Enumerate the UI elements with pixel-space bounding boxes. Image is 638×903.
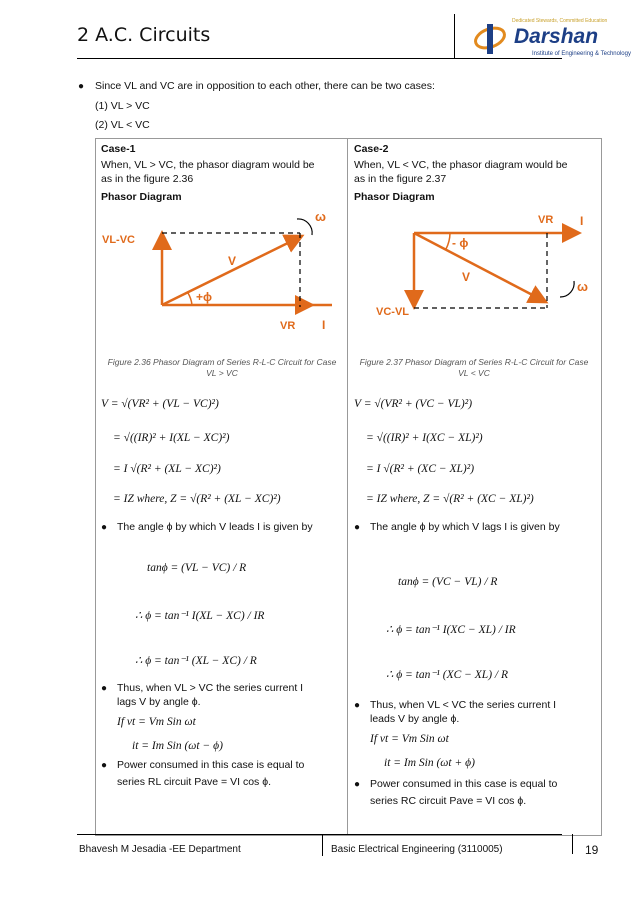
page-number: 19 — [585, 843, 599, 857]
omega-label: ω — [315, 209, 326, 224]
case2-desc1: When, VL < VC, the phasor diagram would be — [354, 159, 568, 171]
power-line1: Power consumed in this case is equal to — [370, 778, 558, 790]
logo — [470, 16, 631, 60]
power-line2: series RL circuit Pave = VI cos ϕ. — [117, 776, 272, 788]
page-title: 2 A.C. Circuits — [77, 24, 211, 46]
intro-case2: (2) VL < VC — [95, 119, 150, 131]
vr-label: VR — [280, 320, 296, 332]
phasor-diagram-2 — [352, 205, 597, 325]
caption1-line2: VL > VC — [206, 368, 238, 378]
i-label: I — [322, 318, 326, 332]
bullet-icon: ● — [101, 683, 108, 694]
header-rule — [77, 58, 562, 59]
figure-caption-1 — [100, 357, 344, 379]
footer-divider — [572, 834, 573, 854]
bullet-icon: ● — [101, 522, 108, 533]
tan-eq1: tanϕ = (VC − VL) / R — [398, 576, 498, 588]
i-label: I — [580, 214, 584, 228]
v-label: V — [462, 270, 471, 284]
if-eq2: it = Im Sin (ωt + ϕ) — [384, 757, 475, 769]
footer-rule — [77, 834, 562, 835]
footer-divider — [322, 834, 323, 856]
thus-line2: leads V by angle ϕ. — [370, 713, 460, 725]
tan-eq1: tanϕ = (VL − VC) / R — [147, 562, 247, 574]
logo-subtitle: Institute of Engineering & Technology — [532, 51, 631, 57]
intro-line: Since VL and VC are in opposition to each other, there can be two cases: — [95, 80, 435, 92]
thus-line2: lags V by angle ϕ. — [117, 696, 201, 708]
if-eq1: If vt = Vm Sin ωt — [117, 716, 196, 728]
tan-eq2: ∴ ϕ = tan⁻¹ I(XC − XL) / IR — [386, 624, 516, 636]
eq-v4: = IZ where, Z = √(R² + (XL − XC)²) — [113, 493, 281, 505]
power-line1: Power consumed in this case is equal to — [117, 759, 305, 771]
eq-v3: = I √(R² + (XL − XC)²) — [113, 463, 221, 475]
intro-case1: (1) VL > VC — [95, 100, 150, 112]
bullet-icon: ● — [354, 700, 361, 711]
case1-subheading: Phasor Diagram — [101, 191, 182, 203]
thus-line1: Thus, when VL < VC the series current I — [370, 699, 557, 711]
caption1-line1: Figure 2.36 Phasor Diagram of Series R-L-C Circuit for Case — [107, 357, 337, 367]
if-eq2: it = Im Sin (ωt − ϕ) — [132, 740, 223, 752]
angle-text: The angle ϕ by which V lags I is given by — [370, 521, 560, 533]
bullet-icon: ● — [354, 522, 361, 533]
figure-caption-2 — [350, 357, 598, 379]
eq-v4: = IZ where, Z = √(R² + (XC − XL)²) — [366, 493, 534, 505]
bullet-icon: ● — [354, 779, 361, 790]
logo-tagline: Dedicated Stewards, Committed Education — [512, 18, 608, 24]
vr-label: VR — [538, 214, 554, 226]
eq-v2: = √((IR)² + I(XL − XC)²) — [113, 432, 230, 444]
case2-subheading: Phasor Diagram — [354, 191, 435, 203]
caption2-line2: VL < VC — [458, 368, 490, 378]
phi-label: - ϕ — [452, 236, 469, 250]
case1-heading: Case-1 — [101, 143, 136, 155]
if-eq1: If vt = Vm Sin ωt — [370, 733, 449, 745]
v-phasor — [414, 233, 544, 301]
footer-subject: Basic Electrical Engineering (3110005) — [331, 844, 503, 855]
bullet-icon: ● — [78, 81, 85, 92]
phasor-diagram-1 — [100, 205, 345, 335]
tan-eq3: ∴ ϕ = tan⁻¹ (XC − XL) / R — [386, 669, 508, 681]
omega-label: ω — [577, 279, 588, 294]
caption2-line1: Figure 2.37 Phasor Diagram of Series R-L-C Circuit for Case — [359, 357, 589, 367]
thus-line1: Thus, when VL > VC the series current I — [117, 682, 304, 694]
eq-v: V = √(VR² + (VC − VL)²) — [354, 398, 473, 410]
phi-label: +ϕ — [196, 290, 213, 304]
case2-desc2: as in the figure 2.37 — [354, 173, 447, 185]
bullet-icon: ● — [101, 760, 108, 771]
eq-v2: = √((IR)² + I(XC − XL)²) — [366, 432, 483, 444]
case2-heading: Case-2 — [354, 143, 389, 155]
header-divider — [454, 14, 455, 58]
rotation-arrow-icon — [560, 281, 574, 297]
logo-icon — [470, 18, 510, 58]
table-divider — [347, 138, 348, 834]
vcvl-label: VC-VL — [376, 306, 409, 318]
power-line2: series RC circuit Pave = VI cos ϕ. — [370, 795, 527, 807]
eq-v3: = I √(R² + (XC − XL)²) — [366, 463, 475, 475]
case1-desc2: as in the figure 2.36 — [101, 173, 194, 185]
tan-eq3: ∴ ϕ = tan⁻¹ (XL − XC) / R — [135, 655, 257, 667]
v-phasor — [162, 237, 300, 305]
case1-desc1: When, VL > VC, the phasor diagram would be — [101, 159, 315, 171]
vlvc-label: VL-VC — [102, 234, 135, 246]
angle-text: The angle ϕ by which V leads I is given by — [117, 521, 313, 533]
tan-eq2: ∴ ϕ = tan⁻¹ I(XL − XC) / IR — [135, 610, 265, 622]
logo-name: Darshan — [514, 25, 599, 48]
v-label: V — [228, 254, 237, 268]
eq-v: V = √(VR² + (VL − VC)²) — [101, 398, 219, 410]
footer-author: Bhavesh M Jesadia -EE Department — [79, 844, 241, 855]
